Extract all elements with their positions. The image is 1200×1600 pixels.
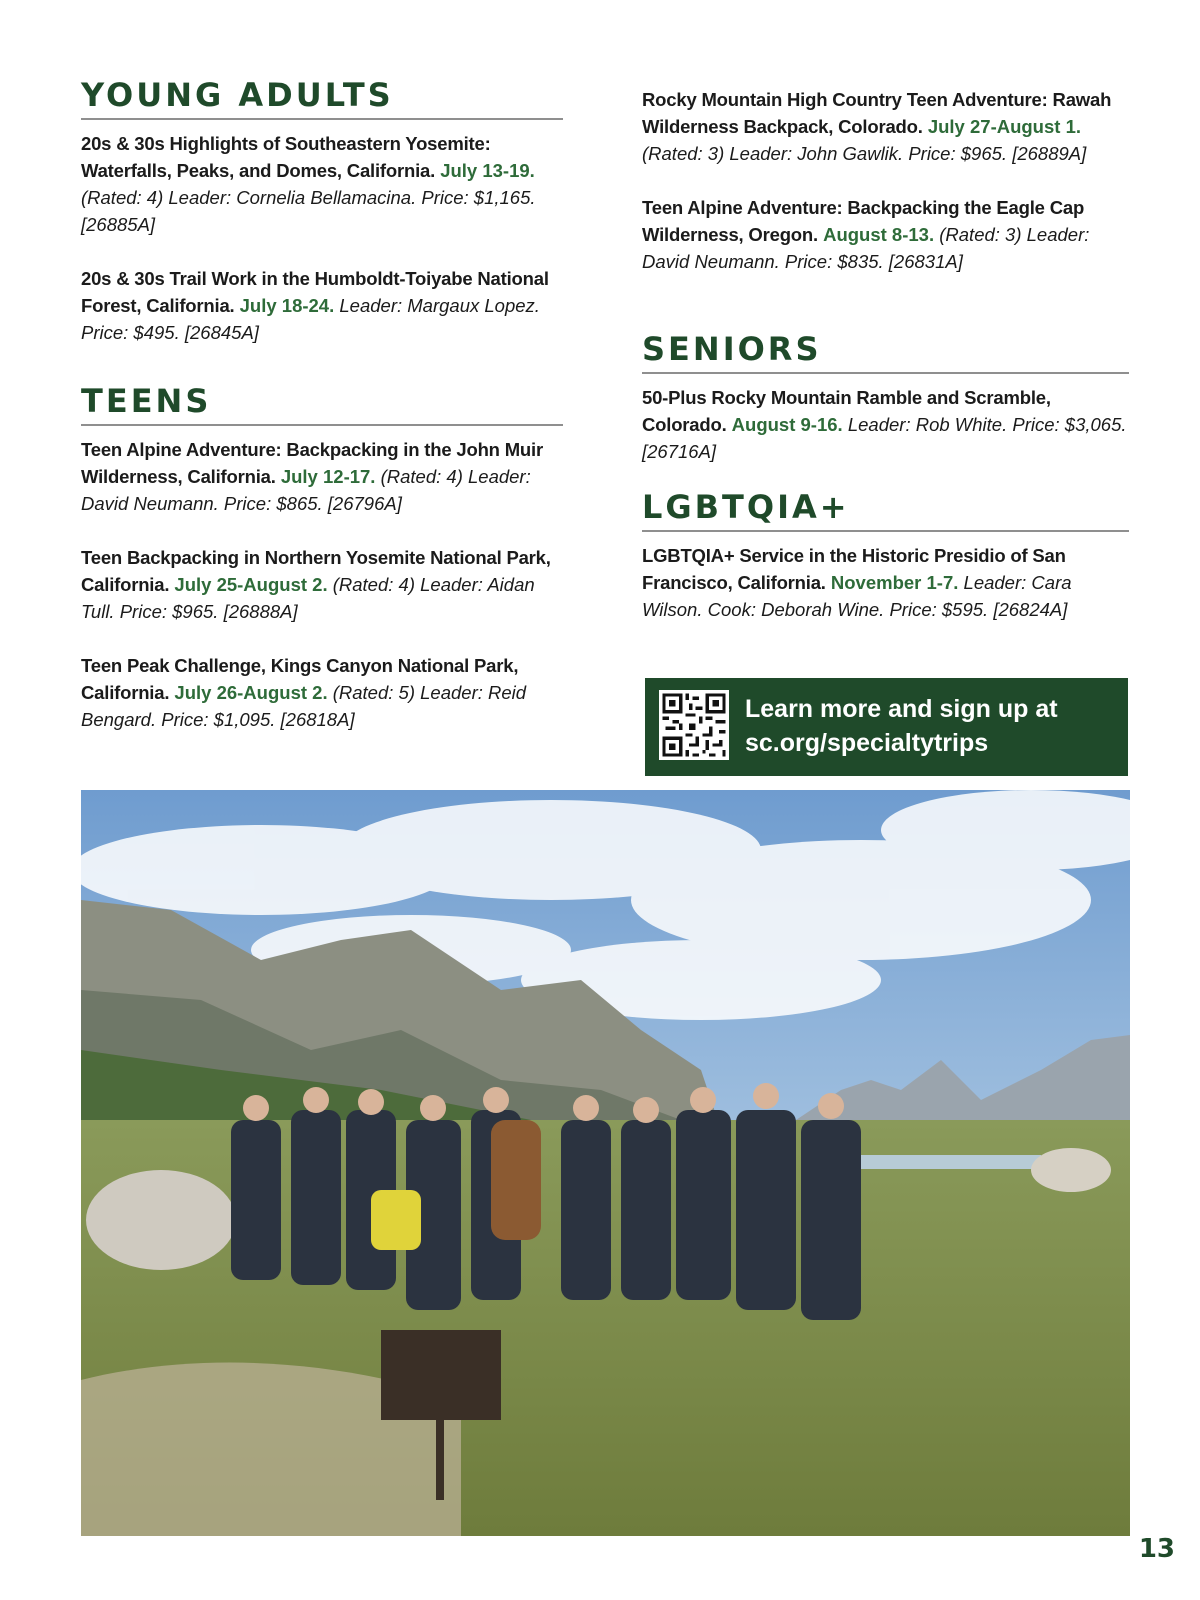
trip-dates: July 13-19. bbox=[440, 160, 535, 181]
trip-entry bbox=[81, 652, 563, 733]
trip-dates: July 27-August 1. bbox=[927, 116, 1082, 137]
trip-title: 50-Plus Rocky Mountain Ramble and Scramble, Colorado. bbox=[642, 387, 1051, 435]
teens-section bbox=[81, 382, 563, 733]
trip-entry bbox=[642, 194, 1129, 275]
trip-dates: July 18-24. bbox=[239, 295, 335, 316]
trip-title: LGBTQIA+ Service in the Historic Presidio of San Francisco, California. bbox=[642, 545, 1066, 593]
trip-details: (Rated: 3) Leader: John Gawlik. Price: $965. [26889A] bbox=[642, 143, 1087, 164]
trip-dates: August 9-16. bbox=[731, 414, 843, 435]
trip-title: Rocky Mountain High Country Teen Adventure: Rawah Wilderness Backpack, Colorado. bbox=[642, 89, 1112, 137]
page-number: 13 bbox=[1138, 1534, 1175, 1564]
trip-details: Leader: Rob White. Price: $3,065. [26716A] bbox=[642, 414, 1127, 462]
trip-details: (Rated: 5) Leader: Reid Bengard. Price: $1,095. [26818A] bbox=[81, 682, 527, 730]
trip-title: Teen Backpacking in Northern Yosemite National Park, California. bbox=[81, 547, 551, 595]
signup-url-link[interactable]: sc.org/specialtytrips bbox=[745, 729, 989, 757]
trip-entry bbox=[81, 265, 563, 346]
seniors-section bbox=[642, 330, 1129, 465]
trip-entry bbox=[81, 544, 563, 625]
trip-details: (Rated: 4) Leader: Aidan Tull. Price: $965. [26888A] bbox=[81, 574, 535, 622]
qr-code-icon[interactable] bbox=[659, 690, 729, 760]
cta-line-1: Learn more and sign up at bbox=[745, 695, 1058, 723]
trip-entry bbox=[81, 436, 563, 517]
trip-dates: November 1-7. bbox=[830, 572, 959, 593]
trip-dates: July 26-August 2. bbox=[174, 682, 328, 703]
lgbtqia-heading: LGBTQIA+ bbox=[642, 488, 1129, 532]
seniors-heading: SENIORS bbox=[642, 330, 1129, 374]
trip-dates: July 25-August 2. bbox=[174, 574, 328, 595]
young-adults-section bbox=[81, 76, 563, 346]
signup-cta-box[interactable] bbox=[645, 678, 1128, 776]
trip-title: Teen Peak Challenge, Kings Canyon National Park, California. bbox=[81, 655, 519, 703]
trip-details: (Rated: 4) Leader: David Neumann. Price: $865. [26796A] bbox=[81, 466, 531, 514]
group-hike-photo bbox=[81, 790, 1130, 1536]
trip-details: Leader: Margaux Lopez. Price: $495. [26845A] bbox=[81, 295, 540, 343]
trip-title: Teen Alpine Adventure: Backpacking in the John Muir Wilderness, California. bbox=[81, 439, 543, 487]
trip-entry bbox=[642, 384, 1129, 465]
teens-heading: TEENS bbox=[81, 382, 563, 426]
young-adults-heading: YOUNG ADULTS bbox=[81, 76, 563, 120]
trip-details: (Rated: 4) Leader: Cornelia Bellamacina. Price: $1,165. [26885A] bbox=[81, 187, 536, 235]
teens-continued bbox=[642, 86, 1129, 275]
trip-entry bbox=[642, 542, 1129, 623]
trip-details: (Rated: 3) Leader: David Neumann. Price: $835. [26831A] bbox=[642, 224, 1090, 272]
trip-title: 20s & 30s Trail Work in the Humboldt-Toiyabe National Forest, California. bbox=[81, 268, 549, 316]
trip-title: Teen Alpine Adventure: Backpacking the Eagle Cap Wilderness, Oregon. bbox=[642, 197, 1085, 245]
trip-entry bbox=[642, 86, 1129, 167]
lgbtqia-section bbox=[642, 488, 1129, 623]
trip-entry bbox=[81, 130, 563, 238]
trip-details: Leader: Cara Wilson. Cook: Deborah Wine. Price: $595. [26824A] bbox=[642, 572, 1072, 620]
cta-text[interactable] bbox=[745, 692, 1115, 760]
trip-title: 20s & 30s Highlights of Southeastern Yosemite: Waterfalls, Peaks, and Domes, California. bbox=[81, 133, 491, 181]
trip-dates: July 12-17. bbox=[280, 466, 376, 487]
trip-dates: August 8-13. bbox=[823, 224, 935, 245]
